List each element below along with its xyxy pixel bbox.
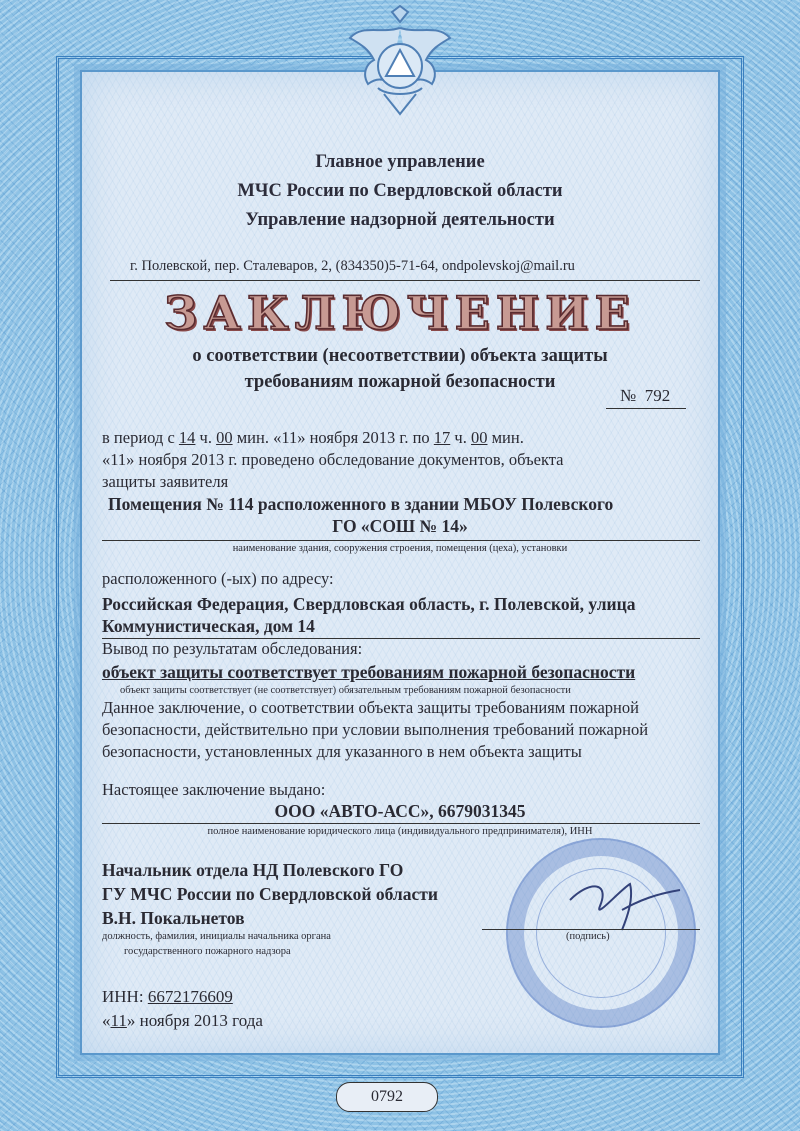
signatory-line-3: В.Н. Покальнетов — [102, 908, 245, 928]
signature-line — [482, 929, 700, 930]
period-line-1: в период с 14 ч. 00 мин. «11» ноября 2013 г. по 17 ч. 00 мин. — [102, 428, 524, 447]
period-line-2: «11» ноября 2013 г. проведено обследование документов, объекта — [102, 450, 564, 469]
header-line-3: Управление надзорной деятельности — [245, 210, 555, 230]
certificate-number: № 792 — [620, 386, 671, 405]
subtitle-line-2: требованиям пожарной безопасности — [244, 372, 556, 392]
object-name-line-1: Помещения № 114 расположенного в здании МБОУ Полевского — [108, 494, 614, 514]
subtitle-line-1: о соответствии (несоответствии) объекта защиты — [192, 346, 608, 366]
conclusion-caption: объект защиты соответствует (не соответствует) обязательным требованиям пожарной безопасности — [120, 685, 571, 696]
period-line-3: защиты заявителя — [102, 472, 229, 491]
object-underline — [102, 540, 700, 541]
issued-value: ООО «АВТО-АСС», 6679031345 — [274, 801, 526, 821]
signatory-caption-1: должность, фамилия, инициалы начальника органа — [102, 931, 331, 942]
object-name-line-2: ГО «СОШ № 14» — [332, 516, 468, 536]
conclusion-note-2: безопасности, действительно при условии выполнения требований пожарной — [102, 720, 649, 739]
address-divider — [110, 280, 700, 281]
issue-date: «11» ноября 2013 года — [102, 1011, 263, 1030]
location-label: расположенного (-ых) по адресу: — [102, 569, 334, 588]
issued-label: Настоящее заключение выдано: — [102, 780, 326, 799]
conclusion-value: объект защиты соответствует требованиям пожарной безопасности — [102, 662, 636, 682]
location-line-2: Коммунистическая, дом 14 — [102, 616, 315, 636]
emblem-icon — [340, 4, 460, 124]
header-line-2: МЧС России по Свердловской области — [237, 181, 563, 201]
location-line-1: Российская Федерация, Свердловская область, г. Полевской, улица — [102, 594, 636, 614]
conclusion-label: Вывод по результатам обследования: — [102, 639, 363, 658]
signature-caption: (подпись) — [566, 931, 610, 942]
signatory-caption-2: государственного пожарного надзора — [124, 946, 291, 957]
header-line-1: Главное управление — [315, 152, 485, 172]
conclusion-note-1: Данное заключение, о соответствии объекта защиты требованиям пожарной — [102, 698, 639, 717]
signatory-line-2: ГУ МЧС России по Свердловской области — [102, 884, 438, 904]
serial-number-badge: 0792 — [336, 1082, 438, 1112]
inn-line: ИНН: 6672176609 — [102, 987, 233, 1006]
object-caption: наименование здания, сооружения строения, помещения (цеха), установки — [232, 543, 568, 554]
conclusion-note-3: безопасности, установленных для указанного в нем объекта защиты — [102, 742, 582, 761]
number-underline — [606, 408, 686, 409]
header-address: г. Полевской, пер. Сталеваров, 2, (834350)5-71-64, ondpolevskoj@mail.ru — [130, 258, 575, 274]
issued-caption: полное наименование юридического лица (индивидуального предпринимателя), ИНН — [207, 826, 593, 837]
issued-underline — [102, 823, 700, 824]
page-title: ЗАКЛЮЧЕНИЕ — [164, 286, 636, 340]
signatory-line-1: Начальник отдела НД Полевского ГО — [102, 860, 404, 880]
